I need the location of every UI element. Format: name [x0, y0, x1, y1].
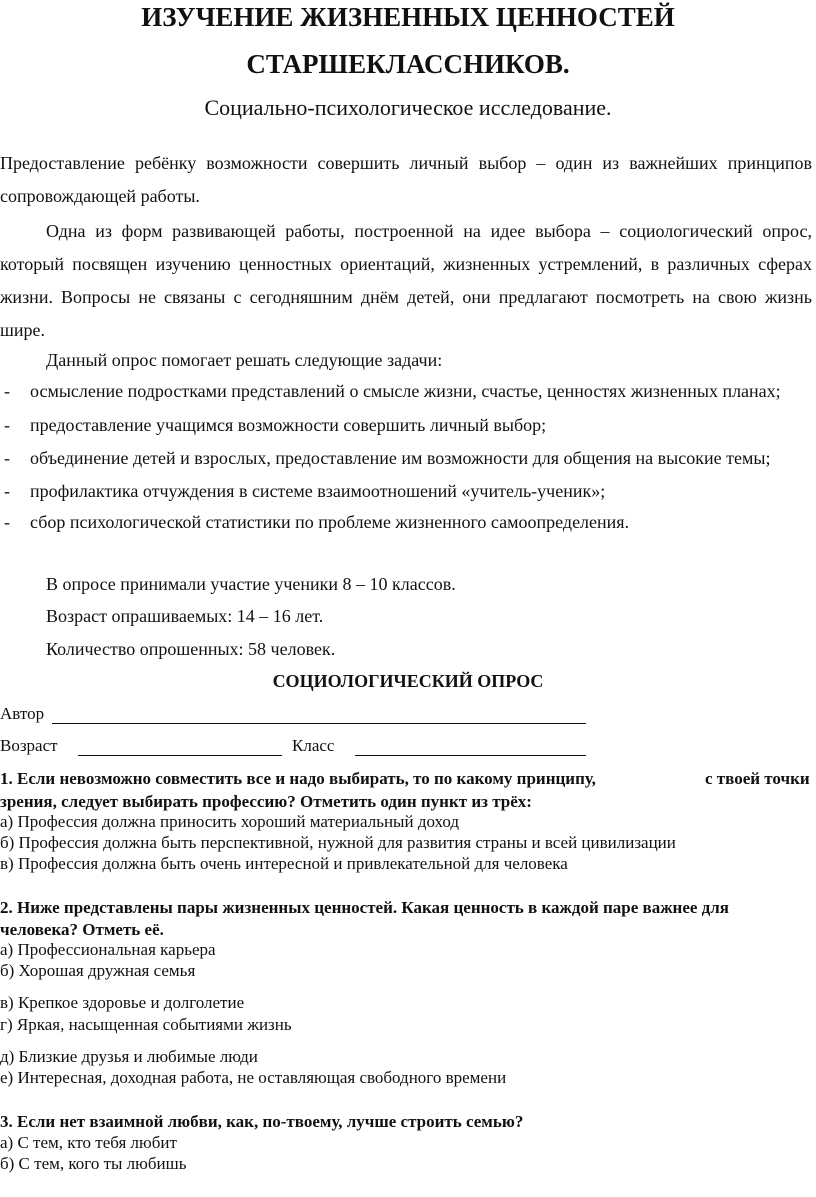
author-field[interactable]	[52, 723, 586, 724]
task-item-2: предоставление учащимся возможности совершить личный выбор;	[30, 415, 547, 435]
q1-heading-line1: 1. Если невозможно совместить все и надо выбирать, то по какому принципу,	[0, 769, 596, 788]
intro-p1-line1: Предоставление ребёнку возможности совершить личный выбор – один из важнейших принципов	[0, 153, 812, 173]
q1-option-b[interactable]: б) Профессия должна быть перспективной, нужной для развития страны и всей цивилизации	[0, 833, 676, 852]
task-bullet: -	[4, 512, 10, 532]
task-bullet: -	[4, 415, 10, 435]
document-subtitle: Социально-психологическое исследование.	[204, 95, 612, 120]
task-bullet: -	[4, 448, 10, 468]
q1-option-c[interactable]: в) Профессия должна быть очень интересной и привлекательной для человека	[0, 854, 568, 873]
q2-heading-line2: человека? Отметь её.	[0, 920, 164, 939]
count-text: Количество опрошенных: 58 человек.	[46, 639, 336, 659]
intro-p2-line3: жизни. Вопросы не связаны с сегодняшним днём детей, они предлагают посмотреть на свою жизнь	[0, 287, 812, 307]
q2-option-b[interactable]: б) Хорошая дружная семья	[0, 961, 196, 980]
author-label: Автор	[0, 704, 45, 723]
task-bullet: -	[4, 381, 10, 401]
q1-option-a[interactable]: а) Профессия должна приносить хороший материальный доход	[0, 812, 460, 831]
q2-option-e[interactable]: д) Близкие друзья и любимые люди	[0, 1047, 258, 1066]
intro-p2-line4: шире.	[0, 320, 45, 340]
class-field[interactable]	[355, 755, 586, 756]
q2-option-a[interactable]: а) Профессиональная карьера	[0, 940, 216, 959]
document-title-line2: СТАРШЕКЛАССНИКОВ.	[246, 49, 570, 79]
q2-option-f[interactable]: е) Интересная, доходная работа, не оставляющая свободного времени	[0, 1068, 507, 1087]
class-label: Класс	[292, 736, 335, 755]
q3-option-b[interactable]: б) С тем, кого ты любишь	[0, 1154, 187, 1173]
task-item-5: сбор психологической статистики по проблеме жизненного самоопределения.	[30, 512, 630, 532]
q2-option-c[interactable]: в) Крепкое здоровье и долголетие	[0, 993, 245, 1012]
age-text: Возраст опрашиваемых: 14 – 16 лет.	[46, 606, 324, 626]
task-item-3: объединение детей и взрослых, предоставление им возможности для общения на высокие темы;	[30, 448, 771, 468]
intro-p2-line2: который посвящен изучению ценностных ориентаций, жизненных устремлений, в различных сферах	[0, 254, 812, 274]
age-field[interactable]	[78, 755, 282, 756]
survey-title: СОЦИОЛОГИЧЕСКИЙ ОПРОС	[272, 671, 544, 691]
participants-text: В опросе принимали участие ученики 8 – 10 классов.	[46, 574, 456, 594]
q1-heading-line1-end: с твоей точки	[705, 769, 810, 788]
q1-heading-line2: зрения, следует выбирать профессию? Отметить один пункт из трёх:	[0, 792, 532, 811]
document-title-line1: ИЗУЧЕНИЕ ЖИЗНЕННЫХ ЦЕННОСТЕЙ	[141, 2, 675, 32]
task-item-1: осмысление подростками представлений о смысле жизни, счастье, ценностях жизненных планах;	[30, 381, 781, 401]
intro-p1-line2: сопровождающей работы.	[0, 186, 200, 206]
intro-p2-line1: Одна из форм развивающей работы, построенной на идее выбора – социологический опрос,	[46, 221, 812, 241]
q3-heading: 3. Если нет взаимной любви, как, по-твоему, лучше строить семью?	[0, 1112, 524, 1131]
task-item-4: профилактика отчуждения в системе взаимоотношений «учитель-ученик»;	[30, 481, 606, 501]
q2-option-d[interactable]: г) Яркая, насыщенная событиями жизнь	[0, 1015, 292, 1034]
q2-heading-line1: 2. Ниже представлены пары жизненных ценностей. Какая ценность в каждой паре важнее для	[0, 898, 730, 917]
age-label: Возраст	[0, 736, 58, 755]
task-bullet: -	[4, 481, 10, 501]
q3-option-a[interactable]: а) С тем, кто тебя любит	[0, 1133, 177, 1152]
tasks-intro: Данный опрос помогает решать следующие задачи:	[46, 350, 443, 370]
